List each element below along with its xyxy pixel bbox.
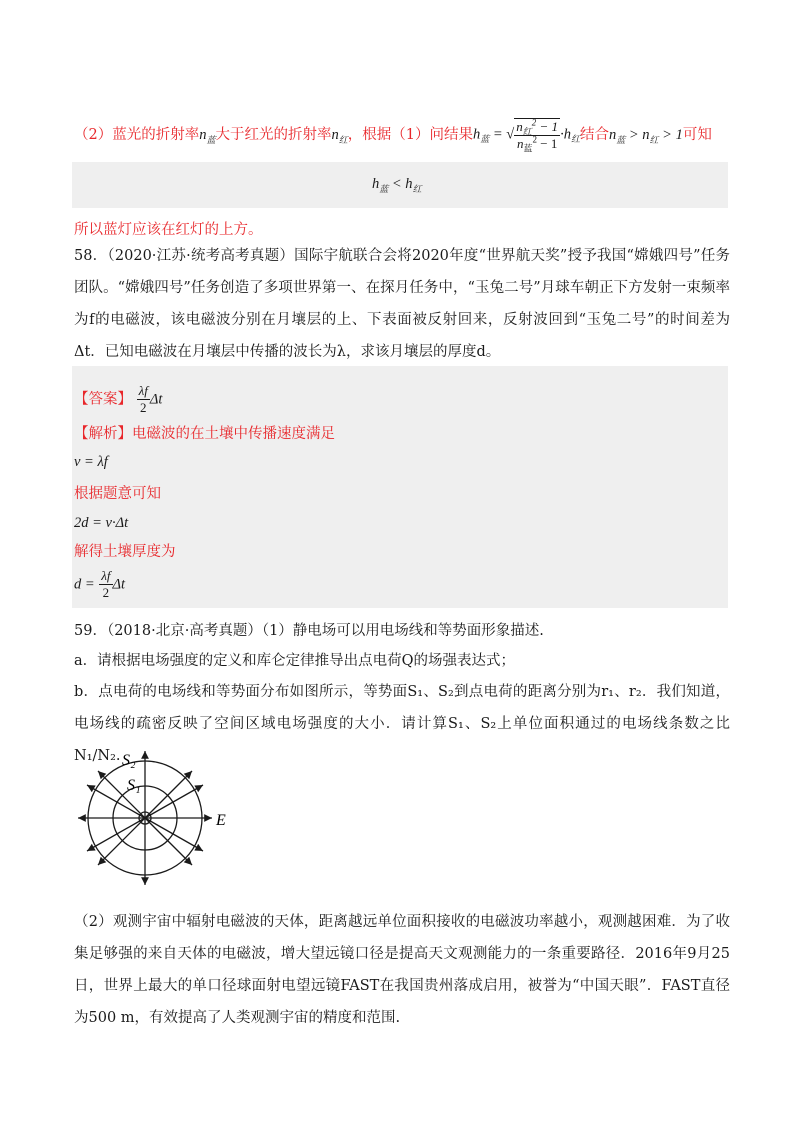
h-formula: $h_蓝$ = √ $\frac{n_红^2 - 1}{n_蓝^2 - 1}$ $\cdot h_红$ (473, 117, 580, 154)
part2-suffix: 可知 (682, 127, 712, 143)
eq-d-formula: $\frac{\lambda f}{2}$ (101, 568, 111, 600)
q59-line-a: a．请根据电场强度的定义和库仑定律推导出点电荷Q的场强表达式； (74, 653, 516, 669)
n-inequality: $n_蓝 > n_红 > 1$ (608, 127, 683, 145)
field-diagram (70, 745, 250, 885)
label-s1: S₁ (127, 777, 141, 794)
part2-prefix: （2）蓝光的折射率 (74, 127, 200, 143)
answer-shade (72, 366, 728, 608)
conclusion-text: 所以蓝灯应该在红灯的上方。 (74, 222, 263, 238)
label-e: E (216, 812, 226, 829)
analysis-label: 【解析】 (74, 426, 132, 442)
answer-line: 【答案】 $\frac{\lambda f}{2}$ Δt (74, 383, 163, 415)
label-s2: S₂ (122, 752, 136, 769)
step3-text: 解得土壤厚度为 (74, 544, 176, 560)
eq-d-lhs: d = (74, 576, 95, 593)
n-blue: $n_蓝$ (199, 127, 216, 145)
n-red: $n_红$ (331, 127, 348, 145)
q58-text: 58．（2020·江苏·统考高考真题）国际宇航联合会将2020年度“世界航天奖”授予我国“嫦娥四号”任务团队。“嫦娥四号”任务创造了多项世界第一、在探月任务中，“玉兔二号”月球车朝正下方发射一束频率为f的电磁波，该电磁波分别在月壤层的上、下表面被反射回来，反射波回到“玉兔二号”的时间差为Δt．已知电磁波在月壤层中传播的波长为λ，求该月壤层的厚度d。 (74, 248, 730, 360)
eq-2d: 2d = v·Δt (74, 515, 129, 531)
answer-label: 【答案】 (74, 391, 132, 408)
part2-mid1: 大于红光的折射率 (215, 127, 332, 143)
conclusion-eq: $h_蓝 < h_红$ (372, 176, 422, 194)
step2-text: 根据题意可知 (74, 486, 161, 502)
q59-line-b: b．点电荷的电场线和等势面分布如图所示，等势面S₁、S₂到点电荷的距离分别为r₁、r₂．我们知道，电场线的疏密反映了空间区域电场强度的大小．请计算S₁、S₂上单位面积通过的电场线条数之比N₁/N₂. (74, 684, 730, 764)
eq-d: d = $\frac{\lambda f}{2}$ Δt (74, 568, 126, 600)
eq-v: v = λf (74, 454, 108, 470)
part2-mid2: ，根据（1）问结果 (347, 127, 473, 143)
analysis-text: 电磁波的在土壤中传播速度满足 (132, 426, 335, 442)
part2-line (74, 118, 712, 152)
q59-part2: （2）观测宇宙中辐射电磁波的天体，距离越远单位面积接收的电磁波功率越小，观测越困难．为了收集足够强的来自天体的电磁波，增大望远镜口径是提高天文观测能力的一条重要路径．2016年9月25日，世界上最大的单口径球面射电望远镜FAST在我国贵州落成启用，被誉为“中国天眼”．FAST直径为500 m，有效提高了人类观测宇宙的精度和范围. (74, 914, 730, 1026)
part2-mid3: 结合 (579, 127, 609, 143)
answer-formula: $\frac{\lambda f}{2}$ (138, 383, 148, 415)
q59-line1: 59．（2018·北京·高考真题）（1）静电场可以用电场线和等势面形象描述. (74, 623, 544, 639)
analysis-line (74, 424, 335, 444)
